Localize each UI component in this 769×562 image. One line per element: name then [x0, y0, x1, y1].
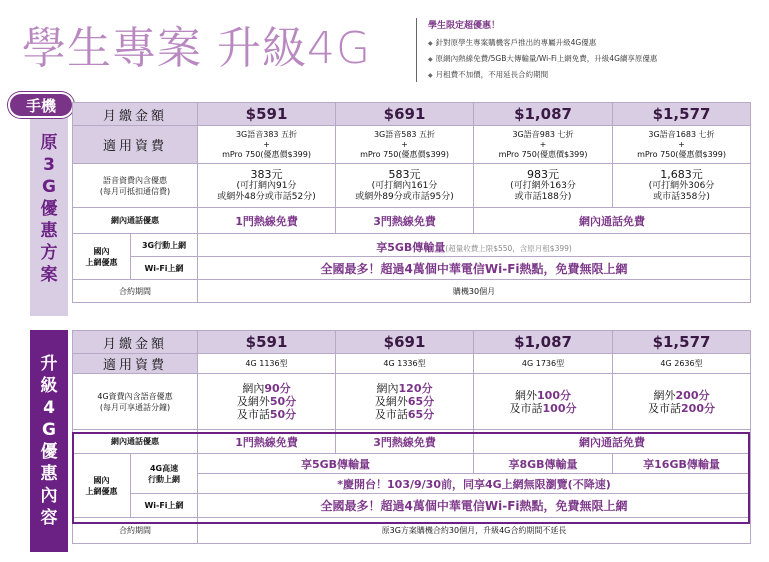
promo-item: ◆ 月租費不加價，不用延長合約期間	[428, 67, 758, 83]
plan-label: 適用資費	[73, 354, 198, 374]
section2-table	[72, 330, 751, 544]
onnet-cell: 網內通話免費	[474, 208, 751, 234]
page-title: 學生專案 升級4G	[22, 23, 372, 74]
contract-label: 合約期間	[73, 518, 198, 544]
table-row	[73, 354, 751, 374]
plan-cell: 4G 1736型	[474, 354, 613, 374]
data-group-label: 國內 上網優惠	[73, 454, 131, 518]
plan-label: 適用資費	[73, 126, 198, 164]
wifi-cell: 全國最多！超過4萬個中華電信Wi-Fi熱點，免費無限上網	[198, 257, 751, 280]
section1-table	[72, 102, 751, 303]
voice-cell: 網內120分 及網外65分 及市話65分	[336, 374, 474, 430]
g4-cell: 享5GB傳輸量	[198, 454, 474, 474]
contract-cell: 購機30個月	[198, 280, 751, 303]
voice-cell: 網外200分 及市話200分	[613, 374, 751, 430]
promo-list	[428, 35, 758, 83]
section2-side-label: 升級4G優惠內容	[40, 354, 58, 528]
table-row	[73, 126, 751, 164]
table-row	[73, 331, 751, 354]
g4-cell: 享16GB傳輸量	[613, 454, 751, 474]
table-row	[73, 518, 751, 544]
plan-cell: 3G語音583 五折 + mPro 750(優惠價$399)	[336, 126, 474, 164]
price-cell: $1,577	[613, 331, 751, 354]
table-row	[73, 208, 751, 234]
section2-side-panel	[30, 330, 68, 552]
monthly-label: 月繳金額	[73, 103, 198, 126]
contract-label: 合約期間	[73, 280, 198, 303]
promo-box	[428, 18, 758, 83]
price-cell: $1,577	[613, 103, 751, 126]
voice-cell: 383元 (可打網內91分 或網外48分或市話52分)	[198, 164, 336, 208]
promo-item: ◆ 針對原學生專案購機客戶推出的專屬升級4G優惠	[428, 35, 758, 51]
price-cell: $691	[336, 331, 474, 354]
voice-cell: 網外100分 及市話100分	[474, 374, 613, 430]
wifi-label: Wi-Fi上網	[131, 257, 198, 280]
plan-cell: 3G語音1683 七折 + mPro 750(優惠價$399)	[613, 126, 751, 164]
table-row	[73, 494, 751, 518]
voice-cell: 983元 (可打網外163分 或市話188分)	[474, 164, 613, 208]
onnet-cell: 網內通話免費	[474, 430, 751, 454]
table-row	[73, 430, 751, 454]
plan-cell: 3G語音983 七折 + mPro 750(優惠價$399)	[474, 126, 613, 164]
plan-cell: 4G 1336型	[336, 354, 474, 374]
onnet-cell: 1門熱線免費	[198, 430, 336, 454]
price-cell: $591	[198, 103, 336, 126]
voice-cell: 網內90分 及網外50分 及市話50分	[198, 374, 336, 430]
header-divider	[416, 18, 417, 82]
table-row	[73, 234, 751, 257]
table-row	[73, 103, 751, 126]
price-cell: $1,087	[474, 331, 613, 354]
g4-label: 4G高速 行動上網	[131, 454, 198, 494]
g4-cell: 享8GB傳輸量	[474, 454, 613, 474]
section1-side-label: 原3G優惠方案	[40, 133, 58, 285]
plan-cell: 4G 1136型	[198, 354, 336, 374]
promo-item: ◆ 原網內熱線免費/5GB大傳輸量/Wi-Fi上網免費，升級4G續享原優惠	[428, 51, 758, 67]
voice-label: 4G資費內含語音優惠 (每月可享通話分鐘)	[73, 374, 198, 430]
onnet-cell: 3門熱線免費	[336, 430, 474, 454]
contract-cell: 原3G方案購機合約30個月，升級4G合約期間不延長	[198, 518, 751, 544]
voice-label: 語音資費內含優惠 (每月可抵扣通信費)	[73, 164, 198, 208]
table-row	[73, 374, 751, 430]
g4-promo-cell: *慶開台！103/9/30前，同享4G上網無限瀏覽(不降速)	[198, 474, 751, 494]
onnet-label: 網內通話優惠	[73, 208, 198, 234]
voice-cell: 1,683元 (可打網外306分 或市話358分)	[613, 164, 751, 208]
promo-title: 學生限定超優惠！	[428, 21, 501, 31]
table-row	[73, 454, 751, 474]
plan-cell: 3G語音383 五折 + mPro 750(優惠價$399)	[198, 126, 336, 164]
wifi-cell: 全國最多！超過4萬個中華電信Wi-Fi熱點，免費無限上網	[198, 494, 751, 518]
table-row	[73, 164, 751, 208]
monthly-label: 月繳金額	[73, 331, 198, 354]
voice-cell: 583元 (可打網內161分 或網外89分或市話95分)	[336, 164, 474, 208]
onnet-label: 網內通話優惠	[73, 430, 198, 454]
section1-side-panel	[30, 102, 68, 316]
wifi-label: Wi-Fi上網	[131, 494, 198, 518]
onnet-cell: 3門熱線免費	[336, 208, 474, 234]
table-row	[73, 280, 751, 303]
price-cell: $1,087	[474, 103, 613, 126]
table-row	[73, 257, 751, 280]
g3-cell: 享5GB傳輸量(超量收費上限$550，含原月租$399)	[198, 234, 751, 257]
price-cell: $591	[198, 331, 336, 354]
plan-cell: 4G 2636型	[613, 354, 751, 374]
phone-badge: 手機	[8, 92, 74, 118]
data-group-label: 國內 上網優惠	[73, 234, 131, 280]
price-cell: $691	[336, 103, 474, 126]
onnet-cell: 1門熱線免費	[198, 208, 336, 234]
g3-label: 3G行動上網	[131, 234, 198, 257]
